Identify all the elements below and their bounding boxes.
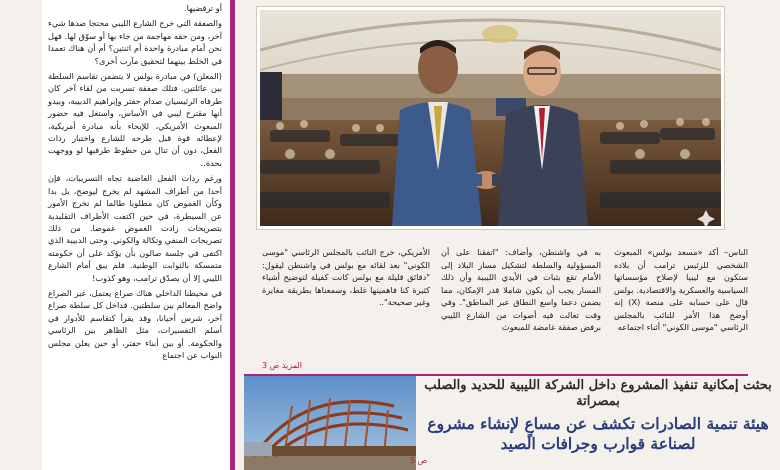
more-page-link[interactable]: المزيد ص 3 (262, 361, 302, 370)
story-text: به في واشنطن، وأضاف: "اتفقنا على أن المسؤولية والسلطة لتشكيل مسار البلاد إلى الأمام تقع بثبات في الأيدي الليبية وأن ذلك المسار يجب أن يكون شاملا قدر الإمكان، مما يضمن دعما واسع النطاق عبر المناطق". وفي وقت تعالت فيه أصوات من الشارع الليبي برفض صفقة غامضة للمبعوث (441, 247, 601, 332)
lower-story-kicker: بحثت إمكانية تنفيذ المشروع داخل الشركة الليبية للحديد والصلب بمصراتة (424, 378, 772, 409)
lower-story-headline[interactable]: هيئة تنمية الصادرات تكشف عن مساعٍ لإنشاء مشروع لصناعة قوارب وجرافات الصيد (427, 414, 769, 453)
left-paragraph: ورغم ردات الفعل الغاضبة تجاه التسريبات، فإن أحدا من أطراف المشهد لم يخرج ليوضح، بل بدا وكأن الغموض كان مطلوبا طالما لم تخرج الأمور عن السيطرة، في حين اكتفت الأطراف التقليدية بتصريحات زادت الغموض غموضا. من ذلك تصريحات المنفي وتكالة والكوني. وحتى الدبيبة الذي اكتفى في جلسة صالون بأن يؤكد على أن حكومته متمسكة بالثوابت الوطنية. فلم يبق أمام الشارع الليبي إلا أن يصدّق ترامب، وهو كذوب! (48, 173, 222, 283)
main-story-area (236, 0, 780, 470)
main-story-columns (258, 246, 748, 372)
column-divider-bar (230, 0, 235, 470)
story-text: الأمريكي، خرج النائب بالمجلس الرئاسي "موسى الكوني" بعد لقائه مع بولس في واشنطن ليقول: "دقائق قليلة مع بولس كانت كفيلة لتوضيح أشياء كثيرة كنا فاهمينها غلط، وسمعناها بطريقة مغايرة وغير صحيحة".. (262, 247, 430, 307)
story-text: الناس– أكد «مسعد بولس» المبعوث الشخصي للرئيس ترامب أن بلاده ستكون مع ليبيا لإصلاح مؤسساتها السياسية والعسكرية والاقتصادية. بولس قال على حسابه على منصة (X) إنه أوضح هذا الأمر للنائب بالمجلس الرئاسي "موسى الكوني" أثناء اجتماعه (614, 247, 748, 332)
story-column-2 (441, 246, 601, 372)
story-column-1 (614, 246, 748, 372)
handshake-photo (260, 10, 721, 226)
handshake-photo-frame (256, 6, 725, 230)
left-article-column (42, 0, 230, 470)
boat-structure-photo (244, 376, 416, 470)
left-paragraph: أو ترفضيها. (184, 3, 222, 13)
left-paragraph: في محيطنا الداخلي هناك صراع يعتمل، غير الصراع واضح المعالم بين سلطتين. فداخل كل سلطة صراع آخر، شرس أحيانا، وقد يقرأ كتقاسم للأدوار في أسلم التفسيرات، مثل الظاهر بين الرئاسي والحكومة. أو بين أبناء حفتر، أو حين يعلن مجلس النواب عن اجتماع (48, 287, 222, 360)
lower-story (410, 378, 776, 470)
lower-story-page-ref[interactable]: ص 5 (410, 456, 428, 465)
left-paragraph: والصفقة التي خرج الشارع الليبي محتجا ضدها شيء آخر، ومن حقه مهاجمة من جاء بها أو سوّق لها. فهل نحن أمام مبادرة واحدة أم اثنتين؟ أم أن هناك تعمدا في الخلط بينهما لتحقيق مآرب أخرى؟ (48, 18, 222, 66)
story-column-3 (262, 246, 430, 372)
left-paragraph: (المعلن) في مبادرة بولس لا يتضمن تقاسم السلطة بين عائلتين. فتلك صفقة تسربت من لقاء آخر كان طرفاه الرئيسيان صدام حفتر وإبراهيم الدبيبة، وبيدو أنها مقترح ليبي في الأساس، واستغل فيه حضور المبعوث الأمريكي، للإيحاء بأنه مبادرة أمريكية، لإعطائه قوة قبل طرحه للشارع واختبار ردات الفعل، دون أن تنال من حظوظ طرفيها لو ووجهت بحدة.. (48, 71, 222, 168)
